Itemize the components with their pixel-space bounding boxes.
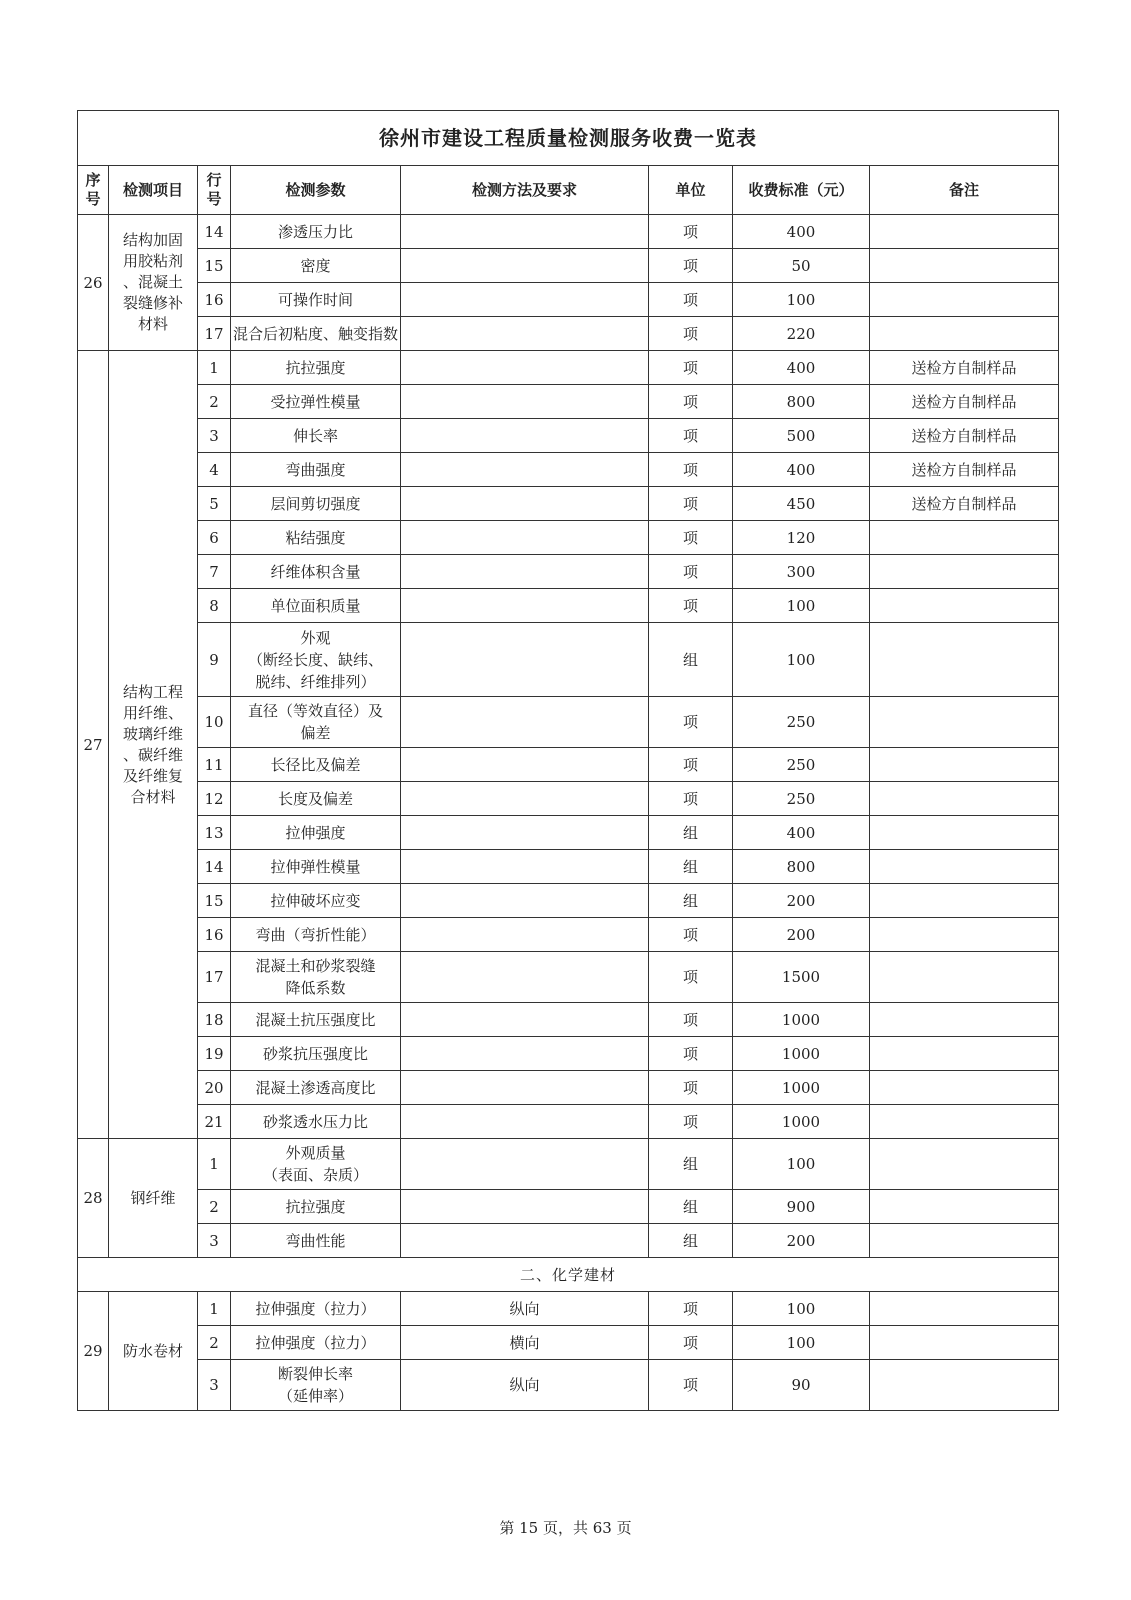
row-number-cell: 3 <box>198 1360 231 1411</box>
fee-cell: 800 <box>733 385 870 419</box>
header-seq: 序 号 <box>78 166 109 215</box>
method-cell <box>401 215 649 249</box>
method-cell <box>401 419 649 453</box>
table-row <box>78 521 1059 555</box>
method-cell <box>401 385 649 419</box>
fee-cell: 1500 <box>733 952 870 1003</box>
param-cell: 抗拉强度 <box>231 1190 401 1224</box>
param-cell: 层间剪切强度 <box>231 487 401 521</box>
remark-cell <box>870 816 1059 850</box>
remark-cell <box>870 952 1059 1003</box>
group-seq: 28 <box>78 1139 109 1258</box>
group-seq: 29 <box>78 1292 109 1411</box>
method-cell <box>401 453 649 487</box>
remark-cell: 送检方自制样品 <box>870 385 1059 419</box>
fee-cell: 1000 <box>733 1003 870 1037</box>
remark-cell <box>870 782 1059 816</box>
row-number-cell: 1 <box>198 1292 231 1326</box>
fee-cell: 50 <box>733 249 870 283</box>
table-row <box>78 1071 1059 1105</box>
unit-cell: 项 <box>649 1071 733 1105</box>
remark-cell <box>870 918 1059 952</box>
fee-cell: 800 <box>733 850 870 884</box>
fee-cell: 1000 <box>733 1037 870 1071</box>
unit-cell: 项 <box>649 521 733 555</box>
param-cell: 长度及偏差 <box>231 782 401 816</box>
unit-cell: 项 <box>649 918 733 952</box>
row-number-cell: 6 <box>198 521 231 555</box>
table-row <box>78 1105 1059 1139</box>
group-seq: 27 <box>78 351 109 1139</box>
remark-cell <box>870 1190 1059 1224</box>
fee-cell: 100 <box>733 1292 870 1326</box>
unit-cell: 项 <box>649 697 733 748</box>
param-cell: 纤维体积含量 <box>231 555 401 589</box>
row-number-cell: 2 <box>198 1190 231 1224</box>
unit-cell: 项 <box>649 555 733 589</box>
group-item: 防水卷材 <box>109 1292 198 1411</box>
remark-cell <box>870 1224 1059 1258</box>
unit-cell: 组 <box>649 1224 733 1258</box>
table-row <box>78 419 1059 453</box>
method-cell <box>401 952 649 1003</box>
table-row <box>78 952 1059 1003</box>
param-cell: 拉伸弹性模量 <box>231 850 401 884</box>
table-row <box>78 215 1059 249</box>
table-row <box>78 884 1059 918</box>
remark-cell <box>870 884 1059 918</box>
row-number-cell: 7 <box>198 555 231 589</box>
row-number-cell: 3 <box>198 1224 231 1258</box>
fee-cell: 250 <box>733 782 870 816</box>
row-number-cell: 8 <box>198 589 231 623</box>
unit-cell: 项 <box>649 748 733 782</box>
row-number-cell: 16 <box>198 283 231 317</box>
method-cell: 纵向 <box>401 1360 649 1411</box>
method-cell <box>401 555 649 589</box>
remark-cell <box>870 555 1059 589</box>
param-cell: 受拉弹性模量 <box>231 385 401 419</box>
remark-cell: 送检方自制样品 <box>870 351 1059 385</box>
method-cell <box>401 521 649 555</box>
fee-cell: 400 <box>733 351 870 385</box>
fee-cell: 100 <box>733 283 870 317</box>
header-method: 检测方法及要求 <box>401 166 649 215</box>
group-item: 结构加固 用胶粘剂 、混凝土 裂缝修补 材料 <box>109 215 198 351</box>
method-cell <box>401 1105 649 1139</box>
param-cell: 弯曲（弯折性能） <box>231 918 401 952</box>
fee-table <box>77 110 1059 1411</box>
table-title: 徐州市建设工程质量检测服务收费一览表 <box>78 111 1059 166</box>
table-row <box>78 1139 1059 1190</box>
remark-cell: 送检方自制样品 <box>870 419 1059 453</box>
method-cell <box>401 589 649 623</box>
unit-cell: 组 <box>649 850 733 884</box>
method-cell <box>401 249 649 283</box>
param-cell: 混合后初粘度、触变指数 <box>231 317 401 351</box>
fee-cell: 100 <box>733 1139 870 1190</box>
param-cell: 外观质量 （表面、杂质） <box>231 1139 401 1190</box>
remark-cell: 送检方自制样品 <box>870 453 1059 487</box>
method-cell <box>401 1224 649 1258</box>
fee-cell: 250 <box>733 748 870 782</box>
unit-cell: 组 <box>649 884 733 918</box>
remark-cell <box>870 1037 1059 1071</box>
fee-cell: 300 <box>733 555 870 589</box>
method-cell <box>401 487 649 521</box>
method-cell <box>401 1139 649 1190</box>
remark-cell <box>870 623 1059 697</box>
group-item: 钢纤维 <box>109 1139 198 1258</box>
remark-cell <box>870 215 1059 249</box>
row-number-cell: 11 <box>198 748 231 782</box>
unit-cell: 项 <box>649 453 733 487</box>
param-cell: 弯曲强度 <box>231 453 401 487</box>
param-cell: 长径比及偏差 <box>231 748 401 782</box>
table-row <box>78 918 1059 952</box>
method-cell <box>401 850 649 884</box>
row-number-cell: 12 <box>198 782 231 816</box>
fee-cell: 400 <box>733 453 870 487</box>
group-item: 结构工程 用纤维、 玻璃纤维 、碳纤维 及纤维复 合材料 <box>109 351 198 1139</box>
remark-cell <box>870 1326 1059 1360</box>
remark-cell <box>870 1139 1059 1190</box>
fee-cell: 100 <box>733 623 870 697</box>
remark-cell <box>870 850 1059 884</box>
fee-cell: 450 <box>733 487 870 521</box>
row-number-cell: 2 <box>198 1326 231 1360</box>
fee-cell: 1000 <box>733 1105 870 1139</box>
method-cell <box>401 283 649 317</box>
unit-cell: 项 <box>649 419 733 453</box>
table-row <box>78 1003 1059 1037</box>
table-row <box>78 453 1059 487</box>
method-cell <box>401 1037 649 1071</box>
table-row <box>78 850 1059 884</box>
method-cell: 纵向 <box>401 1292 649 1326</box>
table-row <box>78 487 1059 521</box>
fee-cell: 200 <box>733 1224 870 1258</box>
unit-cell: 项 <box>649 589 733 623</box>
table-row <box>78 1326 1059 1360</box>
method-cell <box>401 1003 649 1037</box>
unit-cell: 项 <box>649 1292 733 1326</box>
remark-cell <box>870 1360 1059 1411</box>
table-row <box>78 697 1059 748</box>
table-row <box>78 1037 1059 1071</box>
header-fee: 收费标准（元） <box>733 166 870 215</box>
row-number-cell: 17 <box>198 317 231 351</box>
section-heading: 二、化学建材 <box>78 1258 1059 1292</box>
param-cell: 砂浆抗压强度比 <box>231 1037 401 1071</box>
fee-cell: 250 <box>733 697 870 748</box>
param-cell: 混凝土和砂浆裂缝 降低系数 <box>231 952 401 1003</box>
method-cell <box>401 1071 649 1105</box>
remark-cell <box>870 1292 1059 1326</box>
header-row-no: 行 号 <box>198 166 231 215</box>
row-number-cell: 13 <box>198 816 231 850</box>
fee-cell: 220 <box>733 317 870 351</box>
unit-cell: 项 <box>649 215 733 249</box>
method-cell <box>401 697 649 748</box>
header-param: 检测参数 <box>231 166 401 215</box>
method-cell: 横向 <box>401 1326 649 1360</box>
unit-cell: 项 <box>649 1360 733 1411</box>
unit-cell: 项 <box>649 283 733 317</box>
method-cell <box>401 1190 649 1224</box>
remark-cell <box>870 249 1059 283</box>
remark-cell <box>870 317 1059 351</box>
method-cell <box>401 918 649 952</box>
unit-cell: 项 <box>649 487 733 521</box>
param-cell: 混凝土渗透高度比 <box>231 1071 401 1105</box>
table-row <box>78 249 1059 283</box>
table-row <box>78 317 1059 351</box>
method-cell <box>401 623 649 697</box>
table-row <box>78 1190 1059 1224</box>
remark-cell <box>870 1105 1059 1139</box>
header-remark: 备注 <box>870 166 1059 215</box>
remark-cell <box>870 748 1059 782</box>
row-number-cell: 10 <box>198 697 231 748</box>
fee-cell: 100 <box>733 589 870 623</box>
param-cell: 断裂伸长率 （延伸率） <box>231 1360 401 1411</box>
row-number-cell: 15 <box>198 884 231 918</box>
unit-cell: 项 <box>649 952 733 1003</box>
param-cell: 直径（等效直径）及 偏差 <box>231 697 401 748</box>
param-cell: 拉伸强度（拉力） <box>231 1292 401 1326</box>
remark-cell <box>870 697 1059 748</box>
method-cell <box>401 351 649 385</box>
table-row <box>78 385 1059 419</box>
remark-cell: 送检方自制样品 <box>870 487 1059 521</box>
method-cell <box>401 884 649 918</box>
param-cell: 可操作时间 <box>231 283 401 317</box>
param-cell: 外观 （断经长度、缺纬、 脱纬、纤维排列） <box>231 623 401 697</box>
param-cell: 渗透压力比 <box>231 215 401 249</box>
row-number-cell: 4 <box>198 453 231 487</box>
fee-cell: 400 <box>733 816 870 850</box>
param-cell: 抗拉强度 <box>231 351 401 385</box>
fee-cell: 200 <box>733 884 870 918</box>
unit-cell: 项 <box>649 1003 733 1037</box>
unit-cell: 项 <box>649 1326 733 1360</box>
remark-cell <box>870 1003 1059 1037</box>
row-number-cell: 1 <box>198 1139 231 1190</box>
unit-cell: 项 <box>649 351 733 385</box>
row-number-cell: 21 <box>198 1105 231 1139</box>
section-row <box>78 1258 1059 1292</box>
fee-cell: 400 <box>733 215 870 249</box>
unit-cell: 项 <box>649 1105 733 1139</box>
row-number-cell: 1 <box>198 351 231 385</box>
table-row <box>78 748 1059 782</box>
unit-cell: 项 <box>649 249 733 283</box>
row-number-cell: 17 <box>198 952 231 1003</box>
fee-cell: 200 <box>733 918 870 952</box>
param-cell: 拉伸强度（拉力） <box>231 1326 401 1360</box>
param-cell: 拉伸破坏应变 <box>231 884 401 918</box>
row-number-cell: 16 <box>198 918 231 952</box>
table-row <box>78 782 1059 816</box>
fee-cell: 100 <box>733 1326 870 1360</box>
unit-cell: 组 <box>649 816 733 850</box>
row-number-cell: 14 <box>198 850 231 884</box>
unit-cell: 组 <box>649 1190 733 1224</box>
row-number-cell: 15 <box>198 249 231 283</box>
param-cell: 伸长率 <box>231 419 401 453</box>
fee-cell: 900 <box>733 1190 870 1224</box>
method-cell <box>401 816 649 850</box>
unit-cell: 组 <box>649 623 733 697</box>
row-number-cell: 2 <box>198 385 231 419</box>
param-cell: 混凝土抗压强度比 <box>231 1003 401 1037</box>
table-row <box>78 555 1059 589</box>
fee-cell: 500 <box>733 419 870 453</box>
unit-cell: 组 <box>649 1139 733 1190</box>
group-seq: 26 <box>78 215 109 351</box>
row-number-cell: 5 <box>198 487 231 521</box>
header-unit: 单位 <box>649 166 733 215</box>
param-cell: 粘结强度 <box>231 521 401 555</box>
row-number-cell: 19 <box>198 1037 231 1071</box>
method-cell <box>401 317 649 351</box>
table-row <box>78 1360 1059 1411</box>
method-cell <box>401 782 649 816</box>
header-item: 检测项目 <box>109 166 198 215</box>
row-number-cell: 18 <box>198 1003 231 1037</box>
remark-cell <box>870 283 1059 317</box>
header-row <box>78 166 1059 215</box>
row-number-cell: 9 <box>198 623 231 697</box>
table-row <box>78 283 1059 317</box>
method-cell <box>401 748 649 782</box>
param-cell: 单位面积质量 <box>231 589 401 623</box>
remark-cell <box>870 589 1059 623</box>
row-number-cell: 14 <box>198 215 231 249</box>
table-row <box>78 1292 1059 1326</box>
table-row <box>78 351 1059 385</box>
page-footer: 第 15 页，共 63 页 <box>499 1519 632 1537</box>
table-row <box>78 623 1059 697</box>
fee-cell: 120 <box>733 521 870 555</box>
row-number-cell: 3 <box>198 419 231 453</box>
remark-cell <box>870 521 1059 555</box>
unit-cell: 项 <box>649 1037 733 1071</box>
table-row <box>78 1224 1059 1258</box>
table-row <box>78 816 1059 850</box>
unit-cell: 项 <box>649 782 733 816</box>
param-cell: 拉伸强度 <box>231 816 401 850</box>
fee-cell: 90 <box>733 1360 870 1411</box>
unit-cell: 项 <box>649 317 733 351</box>
fee-cell: 1000 <box>733 1071 870 1105</box>
table-row <box>78 589 1059 623</box>
remark-cell <box>870 1071 1059 1105</box>
row-number-cell: 20 <box>198 1071 231 1105</box>
unit-cell: 项 <box>649 385 733 419</box>
param-cell: 砂浆透水压力比 <box>231 1105 401 1139</box>
param-cell: 密度 <box>231 249 401 283</box>
param-cell: 弯曲性能 <box>231 1224 401 1258</box>
